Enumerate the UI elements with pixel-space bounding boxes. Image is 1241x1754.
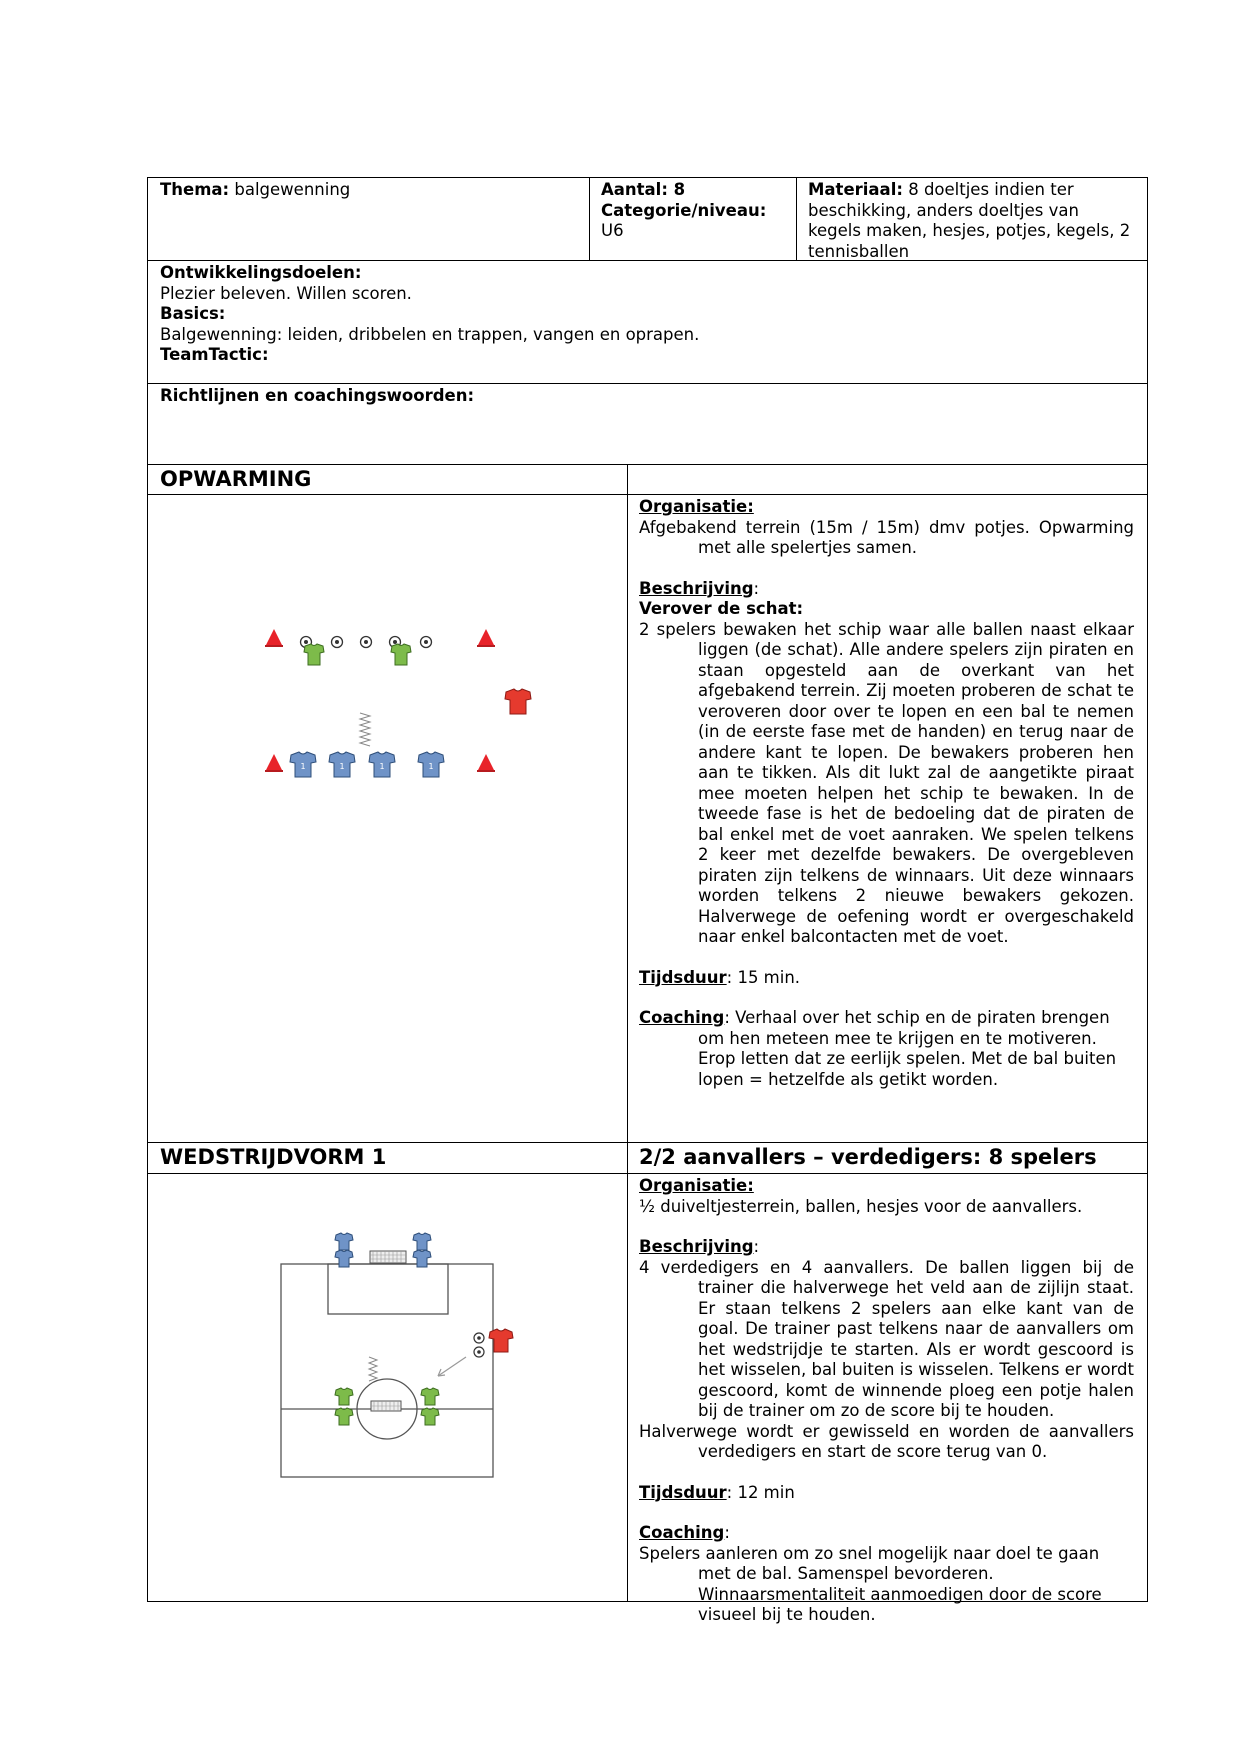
aantal-label: Aantal: 8 [601,180,686,199]
thema-label: Thema: [160,180,230,199]
ontwikkeling-value: Plezier beleven. Willen scoren. [160,283,412,303]
blue-shirt-icon [369,752,395,777]
spring-icon [369,1357,377,1381]
header-thema-cell [147,177,590,261]
wedstrijdvorm-beschrijving-text-2: Halverwege wordt er gewisseld en worden de aanvallers verdedigers en start de score terug van 0. [639,1421,1134,1461]
blue-shirt-icon [335,1233,353,1250]
green-shirt-icon [421,1388,439,1405]
wedstrijdvorm-diagram [148,1174,627,1601]
opwarming-title: OPWARMING [160,467,312,491]
materiaal-value: 8 doeltjes indien ter beschikking, anders doeltjes van kegels maken, hesjes, potjes, kegels, 2 tennisballen [808,180,1131,261]
ball-icon [421,637,432,648]
opwarming-diagram-cell [147,494,628,1143]
ontwikkeling-label: Ontwikkelingsdoelen: [160,263,362,282]
blue-shirt-icon [418,752,444,777]
opwarming-text-cell: Organisatie: Afgebakend terrein (15m / 15m) dmv potjes. Opwarming met alle spelertjes samen. Beschrijving: Verover de schat: 2 spelers bewaken het schip waar alle ballen naast elkaar liggen (de schat). Alle andere spelers zijn piraten en staan opgesteld aan de overkant van het afgebakend terrein. Zij moeten proberen de schat te veroveren door over te lopen en een bal te nemen (in de eerste fase met de handen) en terug naar de andere kant te lopen. De bewakers proberen hen aan te tikken. Als dit lukt zal de aangetikte piraat mee moeten helpen het schip te bewaken. In de tweede fase is het de bedoeling dat de piraten de bal enkel met de voet aanraken. We spelen telkens 2 keer met dezelfde bewakers. De overgebleven piraten zijn telkens de winnaars. Uit deze winnaars worden telkens 2 nieuwe bewakers gekozen. Halverwege de oefening wordt er overgeschakeld naar enkel balcontacten met de voet. Tijdsduur: 15 min. Coaching: Verhaal over het schip en de piraten brengen om hen meteen mee te krijgen en te motiveren. Erop letten dat ze eerlijk spelen. Met de bal buiten lopen = hetzelfde als getikt worden. [627,494,1148,1143]
opwarming-coaching-text: : Verhaal over het schip en de piraten brengen om hen meteen mee te krijgen en te motiveren. Erop letten dat ze eerlijk spelen. Met de bal buiten lopen = hetzelfde als getikt worden. [698,1008,1117,1089]
materiaal-label: Materiaal: [808,180,903,199]
cone-icon [477,754,495,772]
opwarming-organisatie-text: Afgebakend terrein (15m / 15m) dmv potjes. Opwarming met alle spelertjes samen. [639,517,1134,557]
wedstrijdvorm-coaching-colon: : [724,1523,730,1542]
svg-text:1: 1 [379,762,385,771]
opwarming-beschrijving-label: Beschrijving [639,578,754,598]
opwarming-tijdsduur-value: : 15 min. [726,967,801,987]
svg-text:1: 1 [339,762,345,771]
header-aantal-cell [589,177,797,261]
categorie-value: U6 [601,221,624,240]
richtlijnen-label: Richtlijnen en coachingswoorden: [160,386,475,405]
opwarming-tijdsduur-label: Tijdsduur [639,967,727,987]
svg-text:1: 1 [428,762,434,771]
basics-value: Balgewenning: leiden, dribbelen en trappen, vangen en oprapen. [160,324,700,344]
wedstrijdvorm-organisatie-text: ½ duiveltjesterrein, ballen, hesjes voor de aanvallers. [639,1196,1083,1216]
opwarming-subtitle: Verover de schat: [639,599,804,618]
wedstrijdvorm-beschrijving-label: Beschrijving [639,1237,754,1256]
field-lines [281,1264,493,1477]
cone-icon [477,629,495,647]
goal-icon [371,1401,401,1411]
opwarming-title-right-cell [627,464,1148,495]
blue-shirt-icon [413,1233,431,1250]
wedstrijdvorm-title-cell [147,1142,628,1174]
spring-icon [360,713,370,746]
ball-icon [474,1333,484,1343]
ball-icon [332,637,343,648]
blue-shirt-icon [329,752,355,777]
wedstrijdvorm-heading-cell [627,1142,1148,1174]
wedstrijdvorm-heading: 2/2 aanvallers – verdedigers: 8 spelers [639,1145,1097,1169]
opwarming-diagram [148,495,627,1142]
wedstrijdvorm-coaching-label: Coaching [639,1523,725,1542]
cone-icon [265,629,283,647]
green-shirt-icon [421,1408,439,1425]
wedstrijdvorm-coaching-text: Spelers aanleren om zo snel mogelijk naar doel te gaan met de bal. Samenspel bevorderen. Winnaarsmentaliteit aanmoedigen door de score visueel bij te houden. [639,1543,1102,1624]
ball-icon [474,1347,484,1357]
ball-icon [361,637,372,648]
opwarming-title-cell [147,464,628,495]
svg-text:1: 1 [300,762,306,771]
opwarming-organisatie-label: Organisatie: [639,497,754,516]
basics-label: Basics: [160,304,226,323]
opwarming-coaching [639,1008,1134,1090]
richtlijnen-cell [147,383,1148,465]
teamtactic-label: TeamTactic: [160,345,269,364]
wedstrijdvorm-title: WEDSTRIJDVORM 1 [160,1145,387,1169]
wedstrijdvorm-tijdsduur-label: Tijdsduur [639,1482,727,1502]
wedstrijdvorm-beschrijving-text: 4 verdedigers en 4 aanvallers. De ballen liggen bij de trainer die halverwege het veld aan de zijlijn staat. Er staan telkens 2 spelers aan elke kant van de goal. De trainer past telkens naar de aanvallers om het wedstrijdje te starten. Als er wordt gescoord is het wisselen, bal buiten is wisselen. Telkens er wordt gescoord, komt de winnende ploeg een potje halen bij de trainer om zo de score bij te houden. [639,1257,1134,1420]
green-shirt-icon [304,644,324,665]
pass-arrow-icon [438,1357,466,1376]
wedstrijdvorm-diagram-cell [147,1173,628,1602]
red-shirt-icon [505,689,531,714]
opwarming-beschrijving-text: 2 spelers bewaken het schip waar alle ballen naast elkaar liggen (de schat). Alle andere spelers zijn piraten en staan opgesteld aan de overkant van het afgebakend terrein. Zij moeten proberen de schat te veroveren door over te lopen en een bal te nemen (in de eerste fase met de handen) en terug naar de andere kant te lopen. De bewakers proberen hen aan te tikken. Als dit lukt zal de aangetikte piraat mee moeten helpen het schip te bewaken. In de tweede fase is het de bedoeling dat de piraten de bal enkel met de voet aanraken. We spelen telkens 2 keer met dezelfde bewakers. De overgebleven piraten zijn telkens de winnaars. Uit deze winnaars worden telkens 2 nieuwe bewakers gekozen. Halverwege de oefening wordt er overgeschakeld naar enkel balcontacten met de voet. [639,619,1134,946]
green-shirt-icon [335,1408,353,1425]
green-shirt-icon [335,1388,353,1405]
thema-value: balgewenning [234,180,351,199]
wedstrijdvorm-text-cell: Organisatie: ½ duiveltjesterrein, ballen, hesjes voor de aanvallers. Beschrijving: 4 verdedigers en 4 aanvallers. De ballen liggen bij de trainer die halverwege het veld aan de zijlijn staat. Er staan telkens 2 spelers aan elke kant van de goal. De trainer past telkens naar de aanvallers om het wedstrijdje te starten. Als er wordt gescoord is het wisselen, bal buiten is wisselen. Telkens er wordt gescoord, komt de winnende ploeg een potje halen bij de trainer om zo de score bij te houden. Halverwege wordt er gewisseld en worden de aanvallers verdedigers en start de score terug van 0. Tijdsduur: 12 min Coaching: Spelers aanleren om zo snel mogelijk naar doel te gaan met de bal. Samenspel bevorderen. Winnaarsmentaliteit aanmoedigen door de score visueel bij te houden. [627,1173,1148,1602]
goals-cell [147,260,1148,384]
categorie-label: Categorie/niveau: [601,200,767,220]
cone-icon [265,754,283,772]
green-shirt-icon [391,644,411,665]
wedstrijdvorm-organisatie-label: Organisatie: [639,1176,754,1195]
goal-icon [370,1251,406,1263]
wedstrijdvorm-tijdsduur-value: : 12 min [726,1482,795,1502]
opwarming-coaching-label: Coaching [639,1008,725,1027]
header-materiaal-cell [796,177,1148,261]
blue-shirt-icon [290,752,316,777]
